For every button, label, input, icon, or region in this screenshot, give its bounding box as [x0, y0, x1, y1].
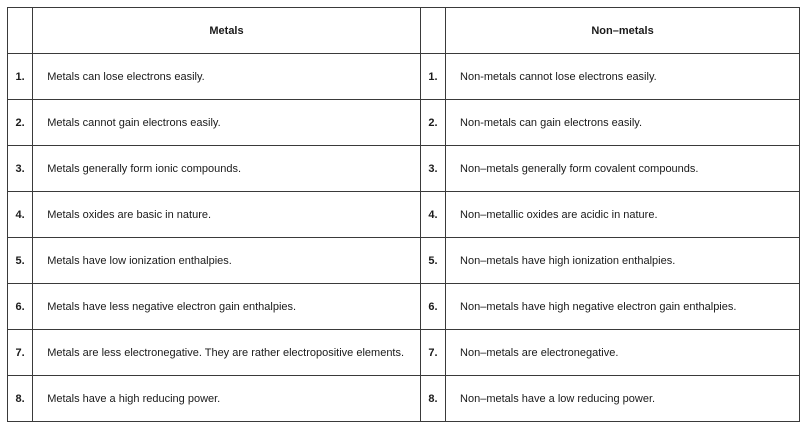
row-number-left: 8.	[8, 376, 33, 422]
row-number-left: 7.	[8, 330, 33, 376]
row-number-left: 3.	[8, 146, 33, 192]
metal-property: Metals can lose electrons easily.	[33, 54, 421, 100]
table-row	[8, 146, 800, 192]
table-row	[8, 330, 800, 376]
header-num-left	[8, 8, 33, 54]
row-number-right: 3.	[420, 146, 445, 192]
row-number-left: 5.	[8, 238, 33, 284]
metal-property: Metals generally form ionic compounds.	[33, 146, 421, 192]
metals-vs-nonmetals-table	[7, 7, 800, 422]
header-nonmetals: Non–metals	[446, 8, 800, 54]
metal-property: Metals have low ionization enthalpies.	[33, 238, 421, 284]
row-number-right: 1.	[420, 54, 445, 100]
row-number-right: 4.	[420, 192, 445, 238]
nonmetal-property: Non–metals are electronegative.	[446, 330, 800, 376]
row-number-right: 2.	[420, 100, 445, 146]
comparison-table-container	[7, 7, 800, 422]
table-row	[8, 238, 800, 284]
table-row	[8, 284, 800, 330]
nonmetal-property: Non-metals can gain electrons easily.	[446, 100, 800, 146]
row-number-left: 2.	[8, 100, 33, 146]
nonmetal-property: Non-metals cannot lose electrons easily.	[446, 54, 800, 100]
metal-property: Metals cannot gain electrons easily.	[33, 100, 421, 146]
table-row	[8, 376, 800, 422]
table-row	[8, 100, 800, 146]
row-number-left: 6.	[8, 284, 33, 330]
row-number-left: 4.	[8, 192, 33, 238]
row-number-left: 1.	[8, 54, 33, 100]
metal-property: Metals oxides are basic in nature.	[33, 192, 421, 238]
row-number-right: 6.	[420, 284, 445, 330]
nonmetal-property: Non–metallic oxides are acidic in nature.	[446, 192, 800, 238]
nonmetal-property: Non–metals generally form covalent compounds.	[446, 146, 800, 192]
header-num-right	[420, 8, 445, 54]
metal-property: Metals have less negative electron gain enthalpies.	[33, 284, 421, 330]
table-row	[8, 192, 800, 238]
nonmetal-property: Non–metals have high ionization enthalpies.	[446, 238, 800, 284]
table-header-row	[8, 8, 800, 54]
nonmetal-property: Non–metals have a low reducing power.	[446, 376, 800, 422]
header-metals: Metals	[33, 8, 421, 54]
row-number-right: 8.	[420, 376, 445, 422]
row-number-right: 5.	[420, 238, 445, 284]
metal-property: Metals have a high reducing power.	[33, 376, 421, 422]
row-number-right: 7.	[420, 330, 445, 376]
table-row	[8, 54, 800, 100]
nonmetal-property: Non–metals have high negative electron gain enthalpies.	[446, 284, 800, 330]
metal-property: Metals are less electronegative. They are rather electropositive elements.	[33, 330, 421, 376]
